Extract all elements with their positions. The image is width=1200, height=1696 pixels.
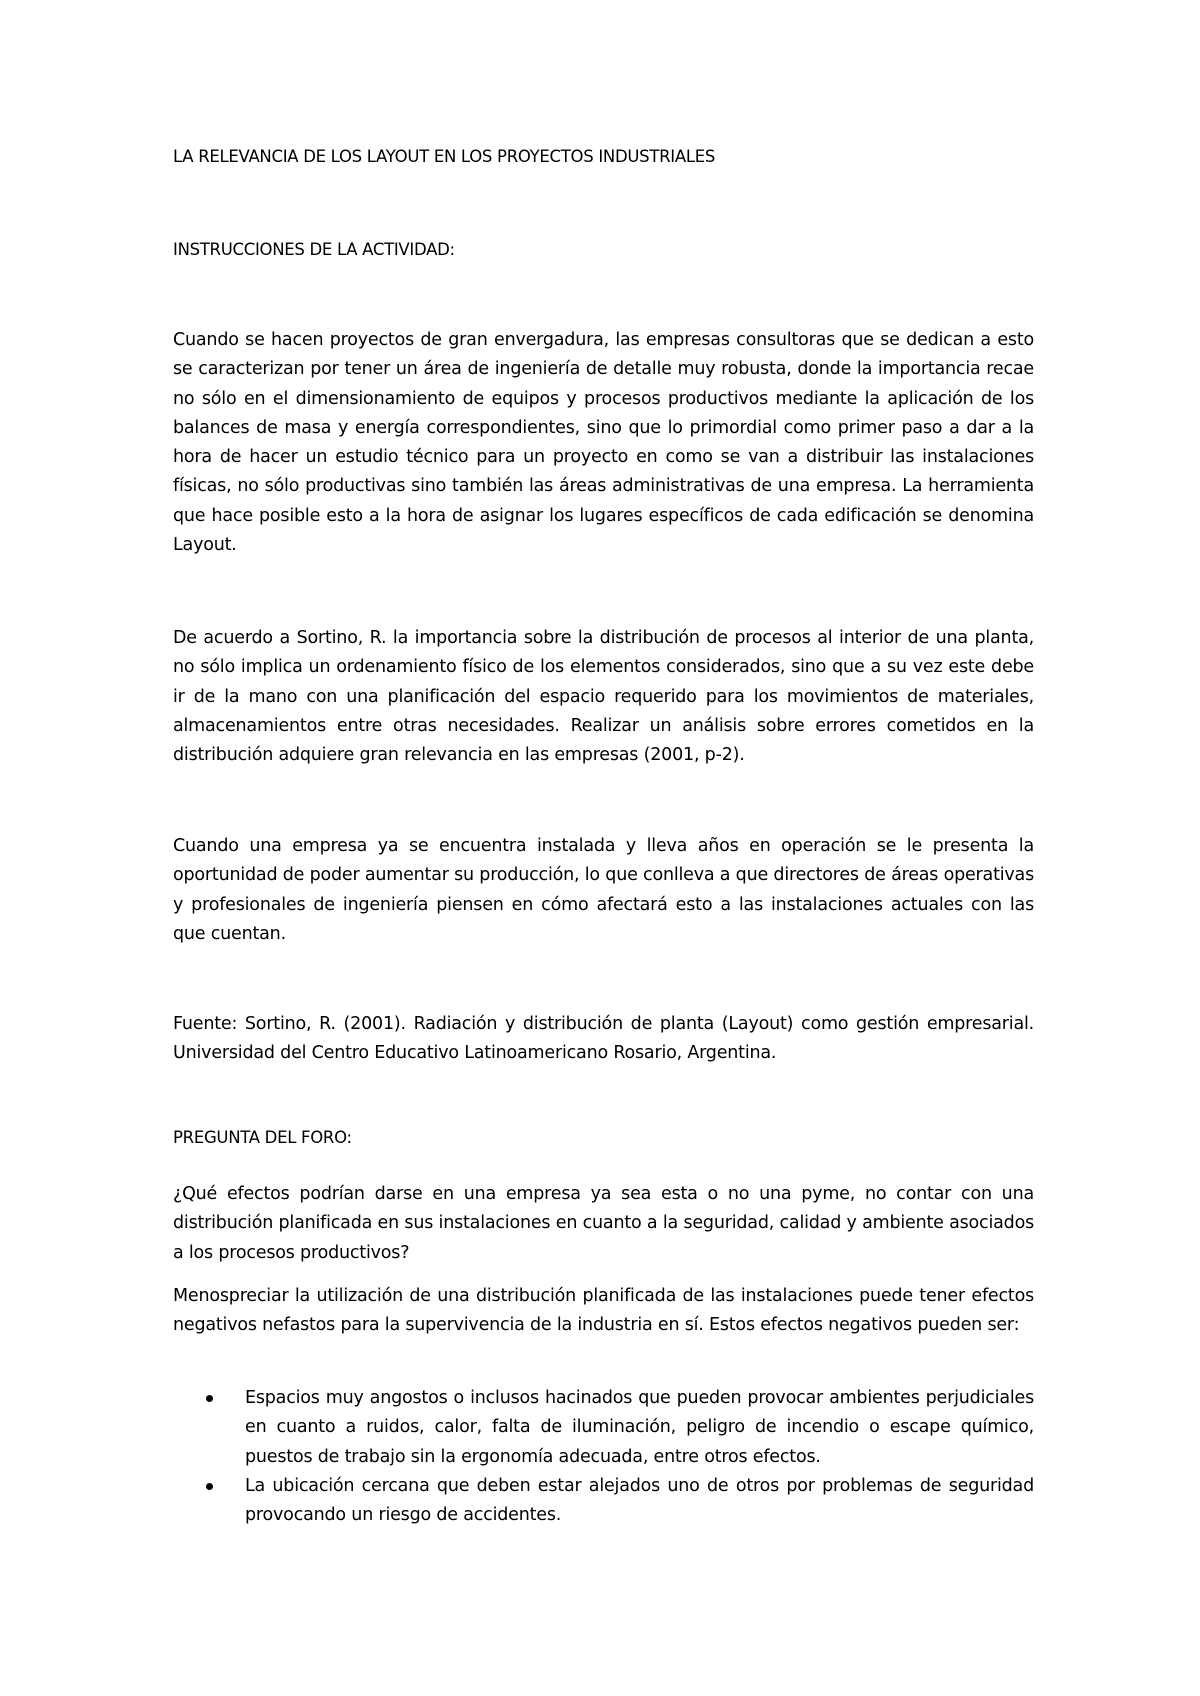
list-item-text: Espacios muy angostos o inclusos hacinados que pueden provocar ambientes perjudiciales en cuanto a ruidos, calor, falta de iluminación, peligro de incendio o escape químico, puestos de trabajo sin la ergonomía adecuada, entre otros efectos.: [245, 1388, 1034, 1467]
forum-question: ¿Qué efectos podrían darse en una empresa ya sea esta o no una pyme, no contar con una distribución planificada en sus instalaciones en cuanto a la seguridad, calidad y ambiente asociados a los procesos productivos?: [173, 1184, 1034, 1263]
paragraph-sortino: De acuerdo a Sortino, R. la importancia sobre la distribución de procesos al interior de una planta, no sólo implica un ordenamiento físico de los elementos considerados, sino que a su vez este debe ir de la mano con una planificación del espacio requerido para los movimientos de materiales, almacenamientos entre otras necesidades. Realizar un análisis sobre errores cometidos en la distribución adquiere gran relevancia en las empresas (2001, p-2).: [173, 628, 1034, 766]
effects-list: [173, 1384, 1034, 1530]
paragraph-operation: Cuando una empresa ya se encuentra instalada y lleva años en operación se le presenta la oportunidad de poder aumentar su producción, lo que conlleva a que directores de áreas operativas y profesionales de ingeniería piensen en cómo afectará esto a las instalaciones actuales con las que cuentan.: [173, 836, 1034, 944]
bullet-icon: [206, 1395, 213, 1402]
instructions-heading: INSTRUCCIONES DE LA ACTIVIDAD:: [173, 240, 455, 259]
bullet-icon: [206, 1483, 213, 1490]
forum-heading: PREGUNTA DEL FORO:: [173, 1128, 352, 1147]
list-item: [173, 1472, 1034, 1531]
paragraph-intro: Cuando se hacen proyectos de gran envergadura, las empresas consultoras que se dedican a esto se caracterizan por tener un área de ingeniería de detalle muy robusta, donde la importancia recae no sólo en el dimensionamiento de equipos y procesos productivos mediante la aplicación de los balances de masa y energía correspondientes, sino que lo primordial como primer paso a dar a la hora de hacer un estudio técnico para un proyecto en como se van a distribuir las instalaciones físicas, no sólo productivas sino también las áreas administrativas de una empresa. La herramienta que hace posible esto a la hora de asignar los lugares específicos de cada edificación se denomina Layout.: [173, 330, 1034, 556]
answer-intro: Menospreciar la utilización de una distribución planificada de las instalaciones puede tener efectos negativos nefastos para la supervivencia de la industria en sí. Estos efectos negativos pueden ser:: [173, 1286, 1034, 1336]
paragraph-source: Fuente: Sortino, R. (2001). Radiación y distribución de planta (Layout) como gestión empresarial. Universidad del Centro Educativo Latinoamericano Rosario, Argentina.: [173, 1014, 1034, 1064]
list-item-text: La ubicación cercana que deben estar alejados uno de otros por problemas de seguridad provocando un riesgo de accidentes.: [245, 1475, 1034, 1526]
list-item: [173, 1384, 1034, 1472]
document-title: LA RELEVANCIA DE LOS LAYOUT EN LOS PROYECTOS INDUSTRIALES: [173, 147, 716, 166]
